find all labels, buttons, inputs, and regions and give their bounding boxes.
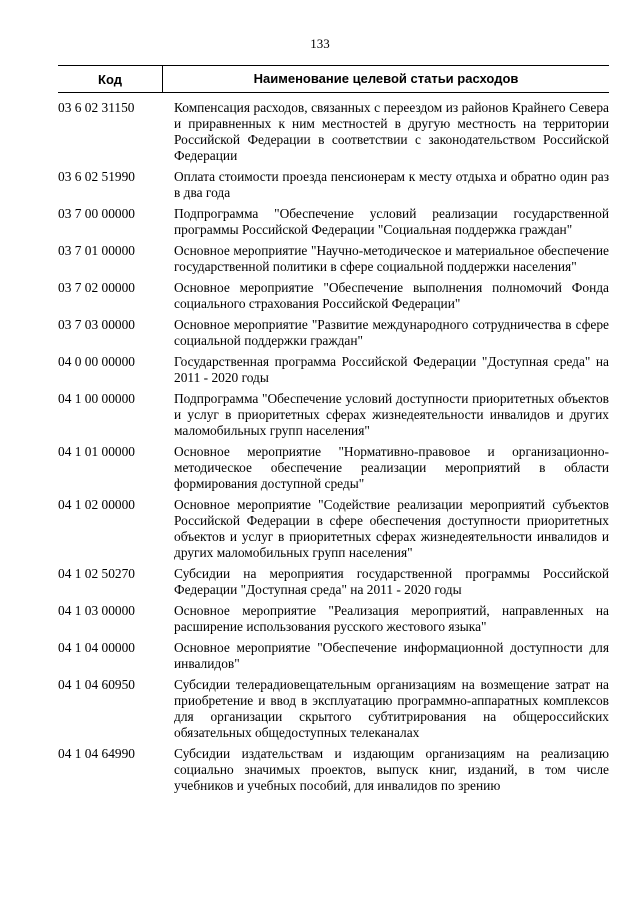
row-code: 04 1 00 00000 [58,391,135,406]
table-row [58,566,609,598]
row-code: 03 6 02 31150 [58,100,135,115]
row-code: 04 1 04 64990 [58,746,135,761]
row-code: 03 7 03 00000 [58,317,135,332]
row-description: Основное мероприятие "Нормативно-правовое и организационно-методическое обеспечение реализации мероприятий в области формирования доступной среды" [174,444,609,491]
row-description: Основное мероприятие "Обеспечение выполнения полномочий Фонда социального страхования Российской Федерации" [174,280,609,311]
row-description: Субсидии издательствам и издающим организациям на реализацию социально значимых проектов, выпуск книг, изданий, в том числе учебников и учебных пособий, для инвалидов по зрению [174,746,609,793]
row-description: Оплата стоимости проезда пенсионерам к месту отдыха и обратно один раз в два года [174,169,609,200]
row-code: 04 1 04 60950 [58,677,135,692]
header-name: Наименование целевой статьи расходов [162,66,609,92]
table-row [58,391,609,439]
row-code: 04 1 02 00000 [58,497,135,512]
row-description: Основное мероприятие "Обеспечение информационной доступности для инвалидов" [174,640,609,671]
row-code: 04 0 00 00000 [58,354,135,369]
row-code: 04 1 01 00000 [58,444,135,459]
row-description: Государственная программа Российской Федерации "Доступная среда" на 2011 - 2020 годы [174,354,609,385]
row-description: Основное мероприятие "Развитие международного сотрудничества в сфере социальной поддержки граждан" [174,317,609,348]
table-row [58,497,609,561]
row-description: Подпрограмма "Обеспечение условий доступности приоритетных объектов и услуг в приоритетных сферах жизнедеятельности инвалидов и других маломобильных групп населения" [174,391,609,438]
row-description: Субсидии на мероприятия государственной программы Российской Федерации "Доступная среда" на 2011 - 2020 годы [174,566,609,597]
table-row [58,280,609,312]
table-row [58,677,609,741]
table-row [58,169,609,201]
row-code: 03 6 02 51990 [58,169,135,184]
table-row [58,100,609,164]
table-row [58,603,609,635]
table-row [58,243,609,275]
row-code: 03 7 00 00000 [58,206,135,221]
budget-table [58,65,609,799]
row-description: Основное мероприятие "Реализация мероприятий, направленных на расширение использования русского жестового языка" [174,603,609,634]
row-description: Основное мероприятие "Содействие реализации мероприятий субъектов Российской Федерации в сфере обеспечения доступности приоритетных объектов и услуг в приоритетных сферах жизнедеятельности инвалидов и других маломобильных групп населения" [174,497,609,560]
row-description: Компенсация расходов, связанных с переездом из районов Крайнего Севера и приравненных к ним местностей в другую местность на территории Российской Федерации в соответствии с законодательством Российской Федерации [174,100,609,163]
row-code: 04 1 04 00000 [58,640,135,655]
table-body [58,100,609,794]
row-description: Субсидии телерадиовещательным организациям на возмещение затрат на приобретение и ввод в эксплуатацию программно-аппаратных комплексов для организации скрытого субтитрирования на общероссийских обязательных общедоступных телеканалах [174,677,609,740]
table-header [58,65,609,93]
table-row [58,640,609,672]
row-description: Подпрограмма "Обеспечение условий реализации государственной программы Российской Федерации "Социальная поддержка граждан" [174,206,609,237]
table-row [58,746,609,794]
row-code: 04 1 02 50270 [58,566,135,581]
row-code: 03 7 01 00000 [58,243,135,258]
table-row [58,354,609,386]
table-row [58,444,609,492]
header-code: Код [98,71,122,87]
row-code: 04 1 03 00000 [58,603,135,618]
row-description: Основное мероприятие "Научно-методическое и материальное обеспечение государственной политики в сфере социальной поддержки населения" [174,243,609,274]
page-number: 133 [310,36,330,51]
table-row [58,317,609,349]
row-code: 03 7 02 00000 [58,280,135,295]
table-row [58,206,609,238]
